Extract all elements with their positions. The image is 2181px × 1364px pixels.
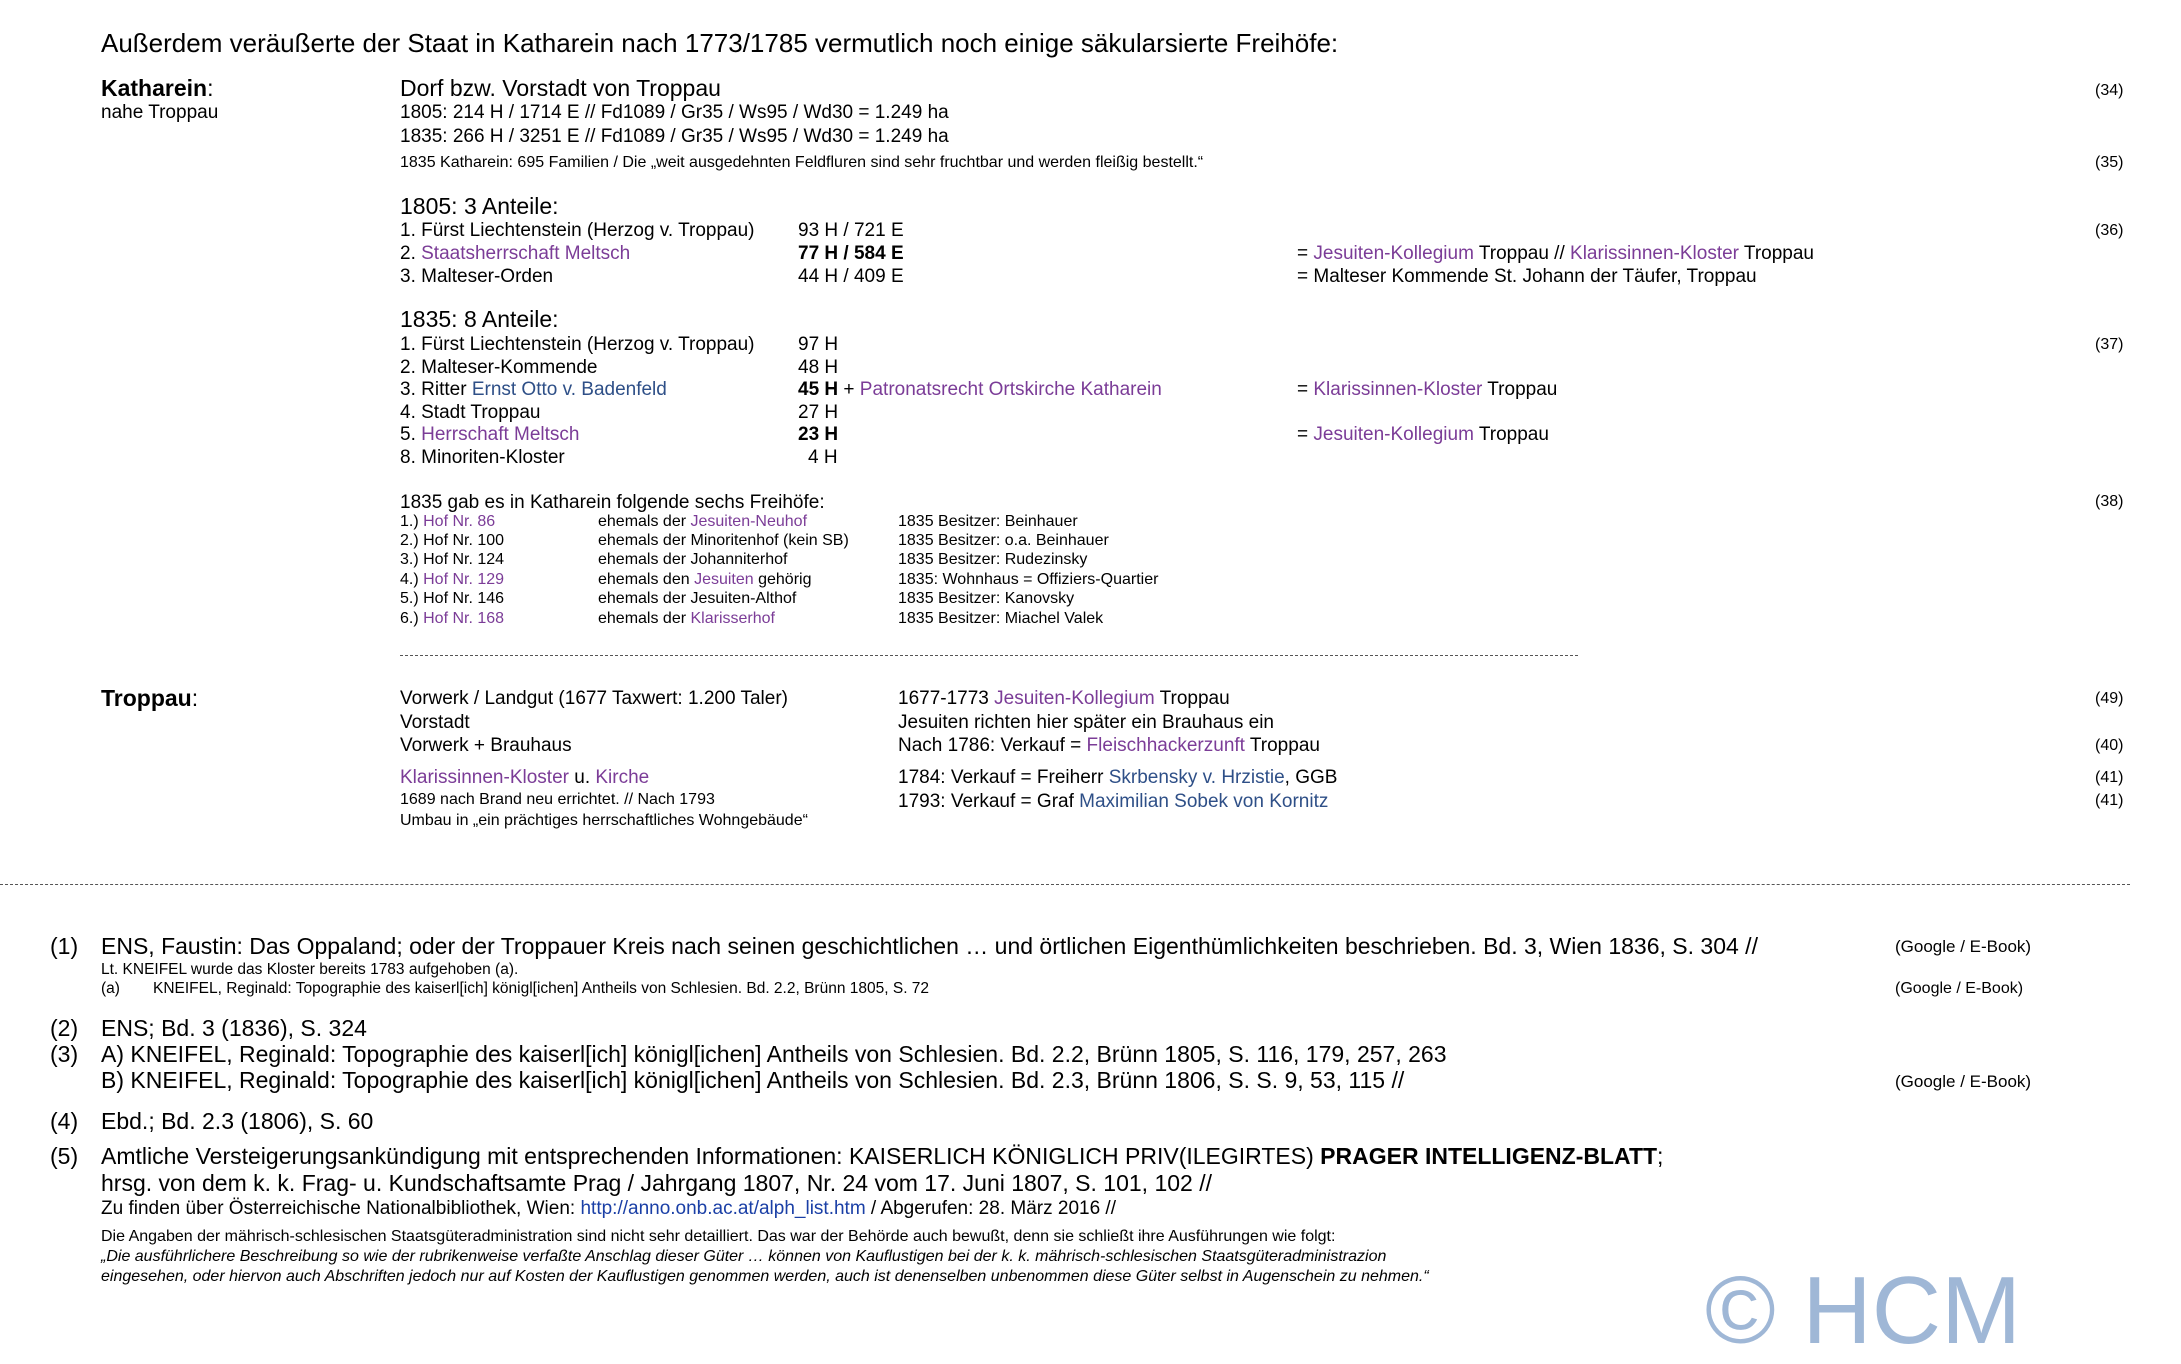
- text: Zu finden über Österreichische Nationalbibliothek, Wien:: [101, 1198, 581, 1219]
- hof-owner-6: 1835 Besitzer: Miachel Valek: [898, 610, 1104, 627]
- hof-desc-3: ehemals der Johanniterhof: [598, 551, 788, 568]
- fn3-b: B) KNEIFEL, Reginald: Topographie des kaiserl[ich] königl[ichen] Antheils von Schlesien. Bd. 2.3, Brünn 1806, S. S. 9, 53, 115 //: [101, 1067, 1405, 1093]
- footnote-divider: [0, 884, 2130, 885]
- text: Nach 1786: Verkauf =: [898, 735, 1087, 756]
- fn2-num: (2): [50, 1015, 79, 1041]
- a1835-r5c: [1297, 425, 1549, 444]
- text: Troppau: [1244, 735, 1320, 756]
- hof-desc-5: ehemals der Jesuiten-Althof: [598, 590, 797, 607]
- fn1-note: Lt. KNEIFEL wurde das Kloster bereits 1783 aufgehoben (a).: [101, 961, 519, 978]
- a1805-head: 1805: 3 Anteile:: [400, 193, 559, 219]
- hof-desc-2: ehemals der Minoritenhof (kein SB): [598, 532, 849, 549]
- fn5-a: [101, 1145, 1663, 1168]
- katharein-line2: 1805: 214 H / 1714 E // Fd1089 / Gr35 / Ws95 / Wd30 = 1.249 ha: [400, 102, 949, 123]
- fn5-f: eingesehen, oder hiervon auch Abschriften jedoch nur auf Kosten der Kauflustigen genommen werden, auch ist denenselben unbenommen diese Güter selbst in Augenschein zu nehmen.“: [101, 1268, 1429, 1285]
- ref-41a: (41): [2095, 769, 2124, 786]
- link-hof-129[interactable]: Hof Nr. 129: [423, 571, 505, 588]
- troppau-k3: Umbau in „ein prächtiges herrschaftliches Wohngebäude“: [400, 812, 808, 829]
- fn5-c: [101, 1199, 1116, 1218]
- katharein-line4: 1835 Katharein: 695 Familien / Die „weit ausgedehnten Feldfluren sind sehr fruchtbar und werden fleißig bestellt.“: [400, 154, 1204, 171]
- a1835-head: 1835: 8 Anteile:: [400, 306, 559, 332]
- fn3-num: (3): [50, 1041, 79, 1067]
- fn3-google-link[interactable]: (Google / E-Book): [1895, 1072, 2032, 1091]
- hoefe-head: 1835 gab es in Katharein folgende sechs Freihöfe:: [400, 492, 825, 513]
- fn3-a: A) KNEIFEL, Reginald: Topographie des kaiserl[ich] königl[ichen] Antheils von Schlesien. Bd. 2.2, Brünn 1805, S. 116, 179, 257, 263: [101, 1041, 1447, 1067]
- ref-40: (40): [2095, 737, 2124, 754]
- link-staatsherrschaft-meltsch[interactable]: Staatsherrschaft Meltsch: [421, 243, 631, 264]
- hof-row-3: [400, 552, 504, 568]
- row-no: 1.): [400, 513, 424, 530]
- a1835-r1b: 97 H: [798, 334, 839, 355]
- row-no: 5.): [400, 590, 424, 607]
- a1805-r2: [400, 244, 630, 263]
- a1835-r4b: 27 H: [798, 402, 839, 423]
- troppau-s2: [898, 792, 1328, 811]
- link-ernst-otto[interactable]: Ernst Otto v. Badenfeld: [471, 379, 667, 400]
- text: / Abgerufen: 28. März 2016 //: [865, 1198, 1116, 1219]
- a1805-r3b: 44 H / 409 E: [798, 266, 904, 287]
- text: 1784: Verkauf = Freiherr: [898, 767, 1109, 788]
- anno-url-link[interactable]: http://anno.onb.ac.at/alph_list.htm: [580, 1198, 866, 1219]
- desc: ehemals der: [598, 610, 691, 627]
- row-no: 4.): [400, 571, 424, 588]
- ref-38: (38): [2095, 493, 2124, 510]
- hof-owner-3: 1835 Besitzer: Rudezinsky: [898, 551, 1088, 568]
- katharein-sub: nahe Troppau: [101, 102, 219, 123]
- ref-36: (36): [2095, 222, 2124, 239]
- ref-34: (34): [2095, 82, 2124, 99]
- a1805-r1a: 1. Fürst Liechtenstein (Herzog v. Troppau): [400, 220, 755, 241]
- ref-35: (35): [2095, 154, 2124, 171]
- a1835-r8a: 8. Minoriten-Kloster: [400, 447, 565, 468]
- a1835-r5b: 23 H: [798, 424, 839, 445]
- text: ;: [1657, 1143, 1664, 1169]
- fn5-d: Die Angaben der mährisch-schlesischen Staatsgüteradministration sind nicht sehr detailliert. Das war der Behörde auch bewußt, denn sie schließt ihre Ausführungen wie folgt:: [101, 1228, 1336, 1245]
- link-maximilian-sobek[interactable]: Maximilian Sobek von Kornitz: [1079, 791, 1329, 812]
- fn1-google-link[interactable]: (Google / E-Book): [1895, 937, 2032, 956]
- hof-owner-4: 1835: Wohnhaus = Offiziers-Quartier: [898, 571, 1159, 588]
- link-jesuiten-kollegium[interactable]: Jesuiten-Kollegium: [1313, 243, 1474, 264]
- a1835-r1a: 1. Fürst Liechtenstein (Herzog v. Troppau): [400, 334, 755, 355]
- katharein-line1: Dorf bzw. Vorstadt von Troppau: [400, 75, 721, 101]
- fn4-text: Ebd.; Bd. 2.3 (1806), S. 60: [101, 1108, 374, 1134]
- text: Amtliche Versteigerungsankündigung mit entsprechenden Informationen: KAISERLICH KÖNIGLICH PRIV(ILEGIRTES): [101, 1143, 1321, 1169]
- text: Troppau: [1739, 243, 1814, 264]
- hof-number: Hof Nr. 124: [423, 551, 505, 568]
- link-hof-168[interactable]: Hof Nr. 168: [423, 610, 505, 627]
- intro-text: Außerdem veräußerte der Staat in Katharein nach 1773/1785 vermutlich noch einige säkularsierte Freihöfe:: [101, 28, 1339, 58]
- fn2-text: ENS; Bd. 3 (1836), S. 324: [101, 1015, 367, 1041]
- text: u.: [568, 767, 596, 788]
- hof-row-1: [400, 514, 495, 530]
- publication-title: PRAGER INTELLIGENZ-BLATT: [1320, 1143, 1658, 1169]
- troppau-r3: [898, 736, 1320, 755]
- link-jesuiten[interactable]: Jesuiten: [694, 571, 754, 588]
- text: Troppau: [1154, 688, 1230, 709]
- a1805-r2b: 77 H / 584 E: [798, 243, 904, 264]
- ref-41b: (41): [2095, 792, 2124, 809]
- troppau-l1: Vorwerk / Landgut (1677 Taxwert: 1.200 Taler): [400, 688, 788, 709]
- fn5-b: hrsg. von dem k. k. Frag- u. Kundschaftsamte Prag / Jahrgang 1807, Nr. 24 vom 17. Juni 1807, S. 101, 102 //: [101, 1170, 1213, 1196]
- text: Troppau: [1473, 424, 1549, 445]
- link-kirche[interactable]: Kirche: [595, 767, 650, 788]
- troppau-name: Troppau: [101, 685, 192, 711]
- link-hof-86[interactable]: Hof Nr. 86: [423, 513, 496, 530]
- link-skrbensky[interactable]: Skrbensky v. Hrzistie: [1108, 767, 1285, 788]
- link-klarissinnen-kloster[interactable]: Klarissinnen-Kloster: [400, 767, 569, 788]
- fn1-a-text: KNEIFEL, Reginald: Topographie des kaiserl[ich] königl[ichen] Antheils von Schlesien. Bd. 2.2, Brünn 1805, S. 72: [153, 980, 930, 997]
- hof-owner-5: 1835 Besitzer: Kanovsky: [898, 590, 1075, 607]
- value: 45 H: [798, 379, 839, 400]
- ref-49: (49): [2095, 690, 2124, 707]
- fn1-num: (1): [50, 933, 79, 959]
- link-fleischhackerzunft[interactable]: Fleischhackerzunft: [1086, 735, 1245, 756]
- hof-number: Hof Nr. 100: [423, 532, 505, 549]
- a1835-r3c: [1297, 380, 1557, 399]
- hof-row-6: [400, 611, 504, 627]
- ref-37: (37): [2095, 336, 2124, 353]
- eq: =: [1297, 379, 1314, 400]
- row-no: 3.): [400, 551, 424, 568]
- row-number: 3. Ritter: [400, 379, 472, 400]
- fn1-text: ENS, Faustin: Das Oppaland; oder der Troppauer Kreis nach seinen geschichtlichen … und örtlichen Eigenthümlichkeiten beschrieben. Bd. 3, Wien 1836, S. 304 //: [101, 933, 1758, 959]
- a1835-r8b: 4 H: [808, 447, 838, 468]
- plus: +: [838, 379, 860, 400]
- fn1-a: (a): [101, 980, 120, 997]
- katharein-name: Katharein: [101, 75, 208, 101]
- a1835-r4a: 4. Stadt Troppau: [400, 402, 541, 423]
- hof-row-4: [400, 572, 504, 588]
- hof-desc-4: [598, 572, 811, 588]
- fn5-num: (5): [50, 1143, 79, 1169]
- hof-row-2: [400, 533, 504, 549]
- section-heading-katharein: [101, 77, 213, 100]
- a1835-r2b: 48 H: [798, 357, 839, 378]
- text: , GGB: [1284, 767, 1338, 788]
- text: Troppau //: [1473, 243, 1571, 264]
- colon: :: [207, 75, 214, 101]
- link-herrschaft-meltsch[interactable]: Herrschaft Meltsch: [421, 424, 580, 445]
- link-klarisserhof[interactable]: Klarisserhof: [690, 610, 775, 627]
- eq: =: [1297, 424, 1314, 445]
- hof-owner-2: 1835 Besitzer: o.a. Beinhauer: [898, 532, 1109, 549]
- troppau-s1: [898, 768, 1337, 787]
- fn5-e: „Die ausführlichere Beschreibung so wie der rubrikenweise verfaßte Anschlag dieser Güter … können von Kauflustigen bei der k. k. mährisch-schlesischen Staatsgüteradministrazion: [101, 1248, 1387, 1265]
- a1805-r3c: = Malteser Kommende St. Johann der Täufer, Troppau: [1297, 266, 1757, 287]
- link-jesuiten-kollegium[interactable]: Jesuiten-Kollegium: [1313, 424, 1474, 445]
- troppau-r2: Jesuiten richten hier später ein Brauhaus ein: [898, 712, 1275, 733]
- link-jesuiten-neuhof[interactable]: Jesuiten-Neuhof: [690, 513, 808, 530]
- a1835-r2a: 2. Malteser-Kommende: [400, 357, 598, 378]
- colon: :: [191, 685, 199, 711]
- row-number: 2.: [400, 243, 422, 264]
- hof-owner-1: 1835 Besitzer: Beinhauer: [898, 513, 1078, 530]
- row-no: 6.): [400, 610, 424, 627]
- katharein-line3: 1835: 266 H / 3251 E // Fd1089 / Gr35 / Ws95 / Wd30 = 1.249 ha: [400, 126, 949, 147]
- hof-row-5: [400, 591, 504, 607]
- hof-desc-6: [598, 611, 775, 627]
- troppau-k2: 1689 nach Brand neu errichtet. // Nach 1793: [400, 791, 715, 808]
- a1805-r2c: [1297, 244, 1814, 263]
- troppau-r1: [898, 689, 1230, 708]
- desc: gehörig: [753, 571, 812, 588]
- desc: ehemals der: [598, 513, 691, 530]
- troppau-l2: Vorstadt: [400, 712, 470, 733]
- link-jesuiten-kollegium[interactable]: Jesuiten-Kollegium: [994, 688, 1155, 709]
- a1835-r5: [400, 425, 580, 444]
- troppau-l3: Vorwerk + Brauhaus: [400, 735, 572, 756]
- hof-number: Hof Nr. 146: [423, 590, 505, 607]
- text: 1677-1773: [898, 688, 995, 709]
- hof-desc-1: [598, 514, 807, 530]
- link-klarissinnen-kloster[interactable]: Klarissinnen-Kloster: [1313, 379, 1483, 400]
- troppau-k1: [400, 768, 649, 787]
- eq: =: [1297, 243, 1314, 264]
- text: 1793: Verkauf = Graf: [898, 791, 1080, 812]
- link-klarissinnen-kloster[interactable]: Klarissinnen-Kloster: [1570, 243, 1739, 264]
- text: Troppau: [1482, 379, 1558, 400]
- watermark: © HCM: [1705, 1257, 2022, 1364]
- row-number: 5.: [400, 424, 422, 445]
- a1805-r3a: 3. Malteser-Orden: [400, 266, 554, 287]
- divider: [400, 655, 1578, 656]
- fn4-num: (4): [50, 1108, 79, 1134]
- a1835-r3: [400, 380, 667, 399]
- row-no: 2.): [400, 532, 424, 549]
- a1835-r3b: [798, 380, 1162, 399]
- a1805-r1b: 93 H / 721 E: [798, 220, 904, 241]
- link-patronatsrecht[interactable]: Patronatsrecht Ortskirche Katharein: [859, 379, 1162, 400]
- fn1a-google-link[interactable]: (Google / E-Book): [1895, 980, 2024, 997]
- section-heading-troppau: [101, 687, 198, 710]
- desc: ehemals den: [598, 571, 695, 588]
